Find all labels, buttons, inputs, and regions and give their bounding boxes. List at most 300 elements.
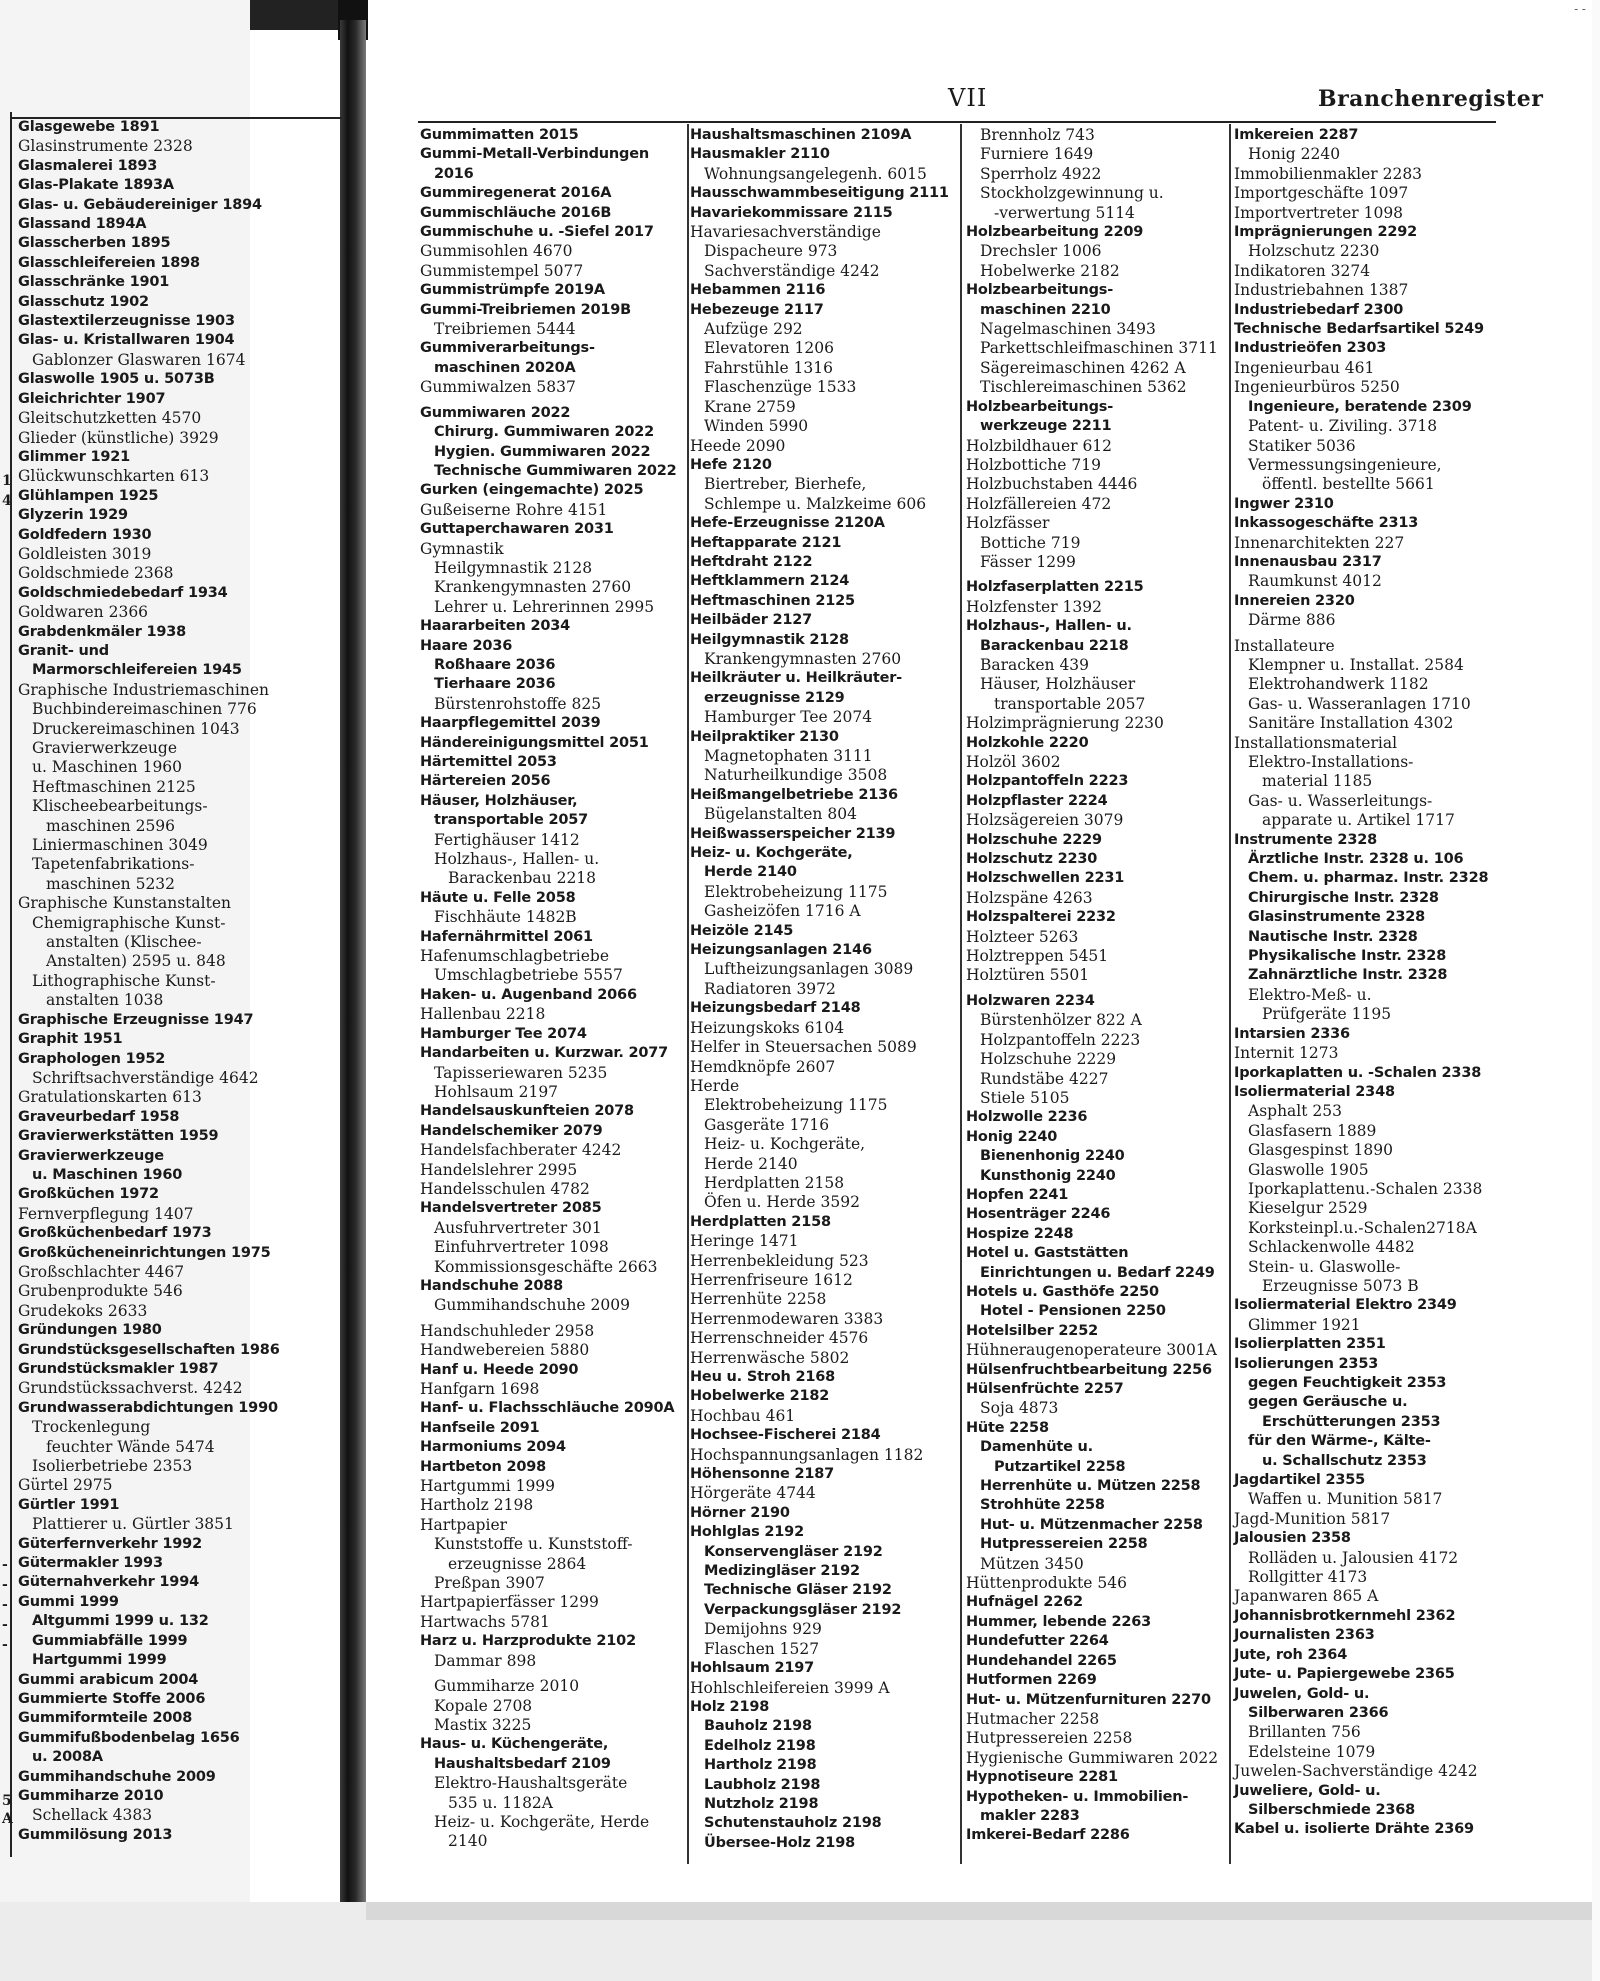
- index-heading: Hut- u. Mützenmacher 2258: [980, 1516, 1203, 1533]
- index-heading: Hamburger Tee 2074: [420, 1025, 587, 1042]
- index-heading: Holzbearbeitungs-: [966, 398, 1114, 415]
- margin-char: -: [2, 1597, 8, 1613]
- index-entry: transportable 2057: [994, 694, 1146, 713]
- index-heading: Gummiformteile 2008: [18, 1710, 193, 1727]
- index-heading: Hundehandel 2265: [966, 1652, 1117, 1669]
- index-heading: Glasmalerei 1893: [18, 157, 158, 174]
- index-heading: Altgummi 1999 u. 132: [32, 1613, 209, 1630]
- index-entry: Winden 5990: [704, 417, 809, 436]
- index-entry: öffentl. bestellte 5661: [1262, 475, 1435, 494]
- index-column-3: [966, 126, 1232, 1846]
- index-entry: Helfer in Steuersachen 5089: [690, 1038, 917, 1057]
- index-entry: Goldleisten 3019: [18, 544, 152, 563]
- index-heading: Damenhüte u.: [980, 1439, 1093, 1456]
- index-entry: Demijohns 929: [704, 1620, 822, 1639]
- index-column-4: [1234, 126, 1504, 1840]
- index-entry: Holztüren 5501: [966, 966, 1090, 985]
- index-heading: gegen Geräusche u.: [1248, 1394, 1408, 1411]
- index-entry: Elektrohandwerk 1182: [1248, 675, 1429, 694]
- index-heading: Haarpflegemittel 2039: [420, 715, 601, 732]
- index-heading: Härtereien 2056: [420, 773, 551, 790]
- index-entry: Öfen u. Herde 3592: [704, 1193, 860, 1212]
- index-heading: Großküchenbedarf 1973: [18, 1225, 212, 1242]
- index-heading: Haushaltsbedarf 2109: [434, 1755, 611, 1772]
- index-heading: Juwelen, Gold- u.: [1234, 1685, 1370, 1702]
- margin-char: -: [2, 1617, 8, 1633]
- index-entry: Därme 886: [1248, 611, 1336, 630]
- index-heading: Holzschutz 2230: [966, 851, 1098, 868]
- index-entry: Hemdknöpfe 2607: [690, 1057, 836, 1076]
- index-heading: Holzfaserplatten 2215: [966, 579, 1144, 596]
- index-entry: Grundstückssachverst. 4242: [18, 1379, 243, 1398]
- index-entry: Handelsschulen 4782: [420, 1179, 590, 1198]
- index-heading: Nautische Instr. 2328: [1248, 928, 1418, 945]
- index-heading: Konservengläser 2192: [704, 1543, 883, 1560]
- index-heading: Gründungen 1980: [18, 1322, 162, 1339]
- index-heading: makler 2283: [980, 1807, 1080, 1824]
- index-entry: Schlempe u. Malzkeime 606: [704, 494, 927, 513]
- index-heading: Handelschemiker 2079: [420, 1122, 603, 1139]
- index-heading: Grundstücksgesellschaften 1986: [18, 1341, 280, 1358]
- index-heading: Hochsee-Fischerei 2184: [690, 1427, 881, 1444]
- index-heading: Hefe-Erzeugnisse 2120A: [690, 515, 885, 532]
- index-entry: Gußeiserne Rohre 4151: [420, 500, 608, 519]
- index-heading: Hufnägel 2262: [966, 1594, 1083, 1611]
- index-heading: Holzbearbeitungs-: [966, 282, 1114, 299]
- index-entry: Elektro-Meß- u.: [1248, 985, 1372, 1004]
- index-entry: Holzfällereien 472: [966, 494, 1112, 513]
- index-entry: Waffen u. Munition 5817: [1248, 1490, 1443, 1509]
- index-entry: Tapetenfabrikations-: [32, 855, 195, 874]
- index-entry: Klempner u. Installat. 2584: [1248, 655, 1464, 674]
- index-heading: Handelsauskunfteien 2078: [420, 1103, 634, 1120]
- index-heading: Gummimatten 2015: [420, 127, 579, 143]
- index-entry: Graphische Industriemaschinen: [18, 680, 269, 699]
- header-rule: [418, 121, 1496, 123]
- index-entry: Soja 4873: [980, 1399, 1059, 1418]
- index-entry: Glasinstrumente 2328: [18, 137, 193, 156]
- index-entry: Herde 2140: [704, 1154, 798, 1173]
- index-heading: Holz 2198: [690, 1698, 770, 1715]
- index-entry: maschinen 5232: [46, 874, 176, 893]
- index-heading: Übersee-Holz 2198: [704, 1834, 855, 1851]
- index-entry: Handelslehrer 2995: [420, 1160, 578, 1179]
- index-entry: Handelsfachberater 4242: [420, 1141, 622, 1160]
- index-entry: Hüttenprodukte 546: [966, 1574, 1127, 1593]
- index-entry: Hartholz 2198: [420, 1496, 534, 1515]
- index-entry: Sägereimaschinen 4262 A: [980, 358, 1186, 377]
- index-entry: Installateure: [1234, 636, 1335, 655]
- scan-binding-top: [250, 0, 350, 30]
- margin-char: A: [2, 1811, 13, 1827]
- index-heading: Holzbearbeitung 2209: [966, 224, 1144, 241]
- index-heading: Iporkaplatten u. -Schalen 2338: [1234, 1064, 1482, 1081]
- index-entry: Hochspannungsanlagen 1182: [690, 1445, 924, 1464]
- index-heading: Chirurgische Instr. 2328: [1248, 889, 1439, 906]
- index-heading: Herrenhüte u. Mützen 2258: [980, 1478, 1201, 1495]
- index-heading: Heu u. Stroh 2168: [690, 1369, 836, 1385]
- index-heading: Holzpflaster 2224: [966, 792, 1108, 809]
- index-entry: Plattierer u. Gürtler 3851: [32, 1515, 234, 1534]
- index-heading: Hefe 2120: [690, 456, 772, 473]
- index-heading: Glas- u. Gebäudereiniger 1894: [18, 196, 262, 213]
- index-heading: Heftklammern 2124: [690, 573, 850, 590]
- index-entry: Hamburger Tee 2074: [704, 708, 873, 727]
- index-heading: Haus- u. Küchengeräte,: [420, 1736, 609, 1753]
- index-heading: Jute- u. Papiergewebe 2365: [1234, 1666, 1455, 1683]
- index-heading: Heizungsanlagen 2146: [690, 942, 872, 959]
- index-heading: Isoliermaterial Elektro 2349: [1234, 1297, 1457, 1314]
- index-entry: Heizungskoks 6104: [690, 1018, 845, 1037]
- index-entry: Grubenprodukte 546: [18, 1282, 183, 1301]
- index-entry: 2140: [448, 1832, 488, 1851]
- index-entry: Herrenschneider 4576: [690, 1329, 869, 1348]
- index-entry: Magnetophaten 3111: [704, 747, 873, 765]
- index-heading: Isoliermaterial 2348: [1234, 1083, 1395, 1100]
- index-heading: Schutenstauholz 2198: [704, 1815, 882, 1832]
- index-entry: Innenarchitekten 227: [1234, 533, 1405, 552]
- index-heading: Grundstücksmakler 1987: [18, 1361, 219, 1377]
- index-entry: Holzteer 5263: [966, 927, 1079, 946]
- index-entry: Ingenieurbüros 5250: [1234, 378, 1400, 397]
- index-entry: Mastix 3225: [434, 1715, 532, 1734]
- index-entry: Ingenieurbau 461: [1234, 358, 1375, 377]
- index-entry: Hutpressereien 2258: [966, 1729, 1133, 1748]
- index-entry: Luftheizungsanlagen 3089: [704, 960, 914, 979]
- index-heading: Holzwolle 2236: [966, 1109, 1088, 1126]
- index-entry: Gymnastik: [420, 539, 504, 558]
- index-heading: Glaswolle 1905 u. 5073B: [18, 371, 215, 388]
- index-heading: maschinen 2210: [980, 301, 1111, 318]
- index-entry: Herrenmodewaren 3383: [690, 1309, 884, 1328]
- index-entry: Hutmacher 2258: [966, 1709, 1100, 1728]
- index-entry: Bottiche 719: [980, 533, 1081, 552]
- index-entry: Chemigraphische Kunst-: [32, 913, 226, 932]
- index-entry: Krane 2759: [704, 397, 796, 416]
- index-heading: Verpackungsgläser 2192: [704, 1601, 902, 1618]
- index-heading: Juweliere, Gold- u.: [1234, 1782, 1381, 1799]
- index-heading: Technische Gläser 2192: [704, 1582, 892, 1599]
- index-entry: Stiele 5105: [980, 1088, 1070, 1107]
- index-entry: Holzöl 3602: [966, 753, 1061, 771]
- index-entry: Holzbottiche 719: [966, 455, 1101, 474]
- index-entry: Glaswolle 1905: [1248, 1160, 1369, 1179]
- index-entry: Installationsmaterial: [1234, 733, 1398, 752]
- index-entry: Trockenlegung: [32, 1418, 151, 1437]
- index-entry: Gummihandschuhe 2009: [434, 1296, 630, 1315]
- index-entry: Gablonzer Glaswaren 1674: [32, 350, 246, 369]
- index-entry: Barackenbau 2218: [448, 869, 597, 888]
- index-entry: Gas- u. Wasserleitungs-: [1248, 791, 1433, 810]
- index-entry: Rolläden u. Jalousien 4172: [1248, 1548, 1459, 1567]
- left-page-column: [18, 118, 340, 1845]
- index-heading: Haken- u. Augenband 2066: [420, 986, 637, 1003]
- index-entry: Grudekoks 2633: [18, 1301, 148, 1320]
- index-entry: Buchbindereimaschinen 776: [32, 700, 257, 719]
- index-heading: Gütermakler 1993: [18, 1555, 163, 1572]
- index-heading: Innenausbau 2317: [1234, 553, 1382, 570]
- index-entry: Baracken 439: [980, 655, 1090, 674]
- index-heading: Technische Gummiwaren 2022: [434, 462, 677, 479]
- index-heading: Heizöle 2145: [690, 922, 794, 939]
- index-heading: Großküchen 1972: [18, 1186, 159, 1203]
- margin-char: 4: [2, 493, 12, 509]
- index-heading: Johannisbrotkernmehl 2362: [1234, 1607, 1456, 1624]
- index-entry: Herrenbekleidung 523: [690, 1251, 869, 1270]
- index-heading: Häuser, Holzhäuser,: [420, 792, 578, 809]
- index-entry: Jagd-Munition 5817: [1234, 1509, 1391, 1528]
- index-entry: Indikatoren 3274: [1234, 261, 1371, 280]
- index-heading: Silberwaren 2366: [1248, 1704, 1389, 1721]
- index-entry: Hörgeräte 4744: [690, 1484, 816, 1503]
- index-entry: Herdplatten 2158: [704, 1173, 845, 1192]
- index-entry: Brillanten 756: [1248, 1723, 1361, 1742]
- index-heading: Glassand 1894A: [18, 216, 147, 233]
- index-entry: Gummisohlen 4670: [420, 242, 573, 261]
- index-entry: Glasgespinst 1890: [1248, 1141, 1394, 1160]
- index-entry: Tapisseriewaren 5235: [434, 1063, 608, 1082]
- index-heading: Heftmaschinen 2125: [690, 592, 855, 609]
- index-heading: Glasschutz 1902: [18, 293, 149, 310]
- index-heading: Hutpressereien 2258: [980, 1536, 1148, 1553]
- index-entry: Schriftsachverständige 4642: [32, 1068, 259, 1087]
- index-entry: Mützen 3450: [980, 1554, 1084, 1573]
- index-heading: Technische Bedarfsartikel 5249: [1234, 321, 1484, 338]
- index-heading: Hartbeton 2098: [420, 1458, 547, 1475]
- index-entry: Importgeschäfte 1097: [1234, 184, 1409, 203]
- index-entry: Herrenwäsche 5802: [690, 1348, 850, 1367]
- column-divider: [687, 124, 689, 1864]
- index-heading: Chem. u. pharmaz. Instr. 2328: [1248, 870, 1489, 887]
- index-heading: Gummiabfälle 1999: [32, 1632, 188, 1649]
- index-entry: Fahrstühle 1316: [704, 358, 833, 377]
- index-entry: Bügelanstalten 804: [704, 805, 857, 824]
- index-entry: Flaschen 1527: [704, 1639, 820, 1658]
- index-entry: Havariesachverständige: [690, 223, 881, 242]
- index-heading: Herde 2140: [704, 864, 797, 881]
- index-entry: Liniermaschinen 3049: [32, 836, 208, 855]
- index-entry: Asphalt 253: [1248, 1102, 1342, 1121]
- index-entry: Isolierbetriebe 2353: [32, 1457, 193, 1476]
- index-entry: Umschlagbetriebe 5557: [434, 966, 623, 985]
- index-heading: Gummi-Metall-Verbindungen: [420, 146, 649, 163]
- index-heading: Glasscherben 1895: [18, 235, 171, 252]
- index-entry: Heiz- u. Kochgeräte,: [704, 1135, 866, 1154]
- index-entry: Naturheilkundige 3508: [704, 766, 888, 785]
- index-heading: Gummierte Stoffe 2006: [18, 1690, 206, 1707]
- index-entry: Lehrer u. Lehrerinnen 2995: [434, 597, 655, 616]
- index-entry: Gleitschutzketten 4570: [18, 409, 202, 428]
- index-heading: Hanf u. Heede 2090: [420, 1361, 579, 1378]
- index-heading: Heftdraht 2122: [690, 553, 813, 570]
- index-heading: Inkassogeschäfte 2313: [1234, 515, 1419, 532]
- index-entry: Schellack 4383: [32, 1806, 153, 1825]
- index-entry: Radiatoren 3972: [704, 979, 836, 998]
- index-heading: 2016: [434, 165, 474, 182]
- index-heading: Heilpraktiker 2130: [690, 728, 839, 745]
- index-heading: Gravierwerkstätten 1959: [18, 1128, 219, 1145]
- index-heading: Jagdartikel 2355: [1234, 1472, 1366, 1489]
- index-heading: Heißwasserspeicher 2139: [690, 825, 896, 842]
- index-heading: Glimmer 1921: [18, 448, 131, 465]
- index-heading: Jute, roh 2364: [1234, 1646, 1348, 1663]
- index-heading: Hygien. Gummiwaren 2022: [434, 443, 651, 460]
- index-entry: Stockholzgewinnung u.: [980, 184, 1164, 203]
- index-entry: Elektrobeheizung 1175: [704, 882, 888, 901]
- index-heading: Heizungsbedarf 2148: [690, 1000, 861, 1017]
- index-heading: Glasinstrumente 2328: [1248, 909, 1426, 926]
- index-entry: Druckereimaschinen 1043: [32, 719, 240, 738]
- index-entry: material 1185: [1262, 772, 1373, 791]
- index-entry: apparate u. Artikel 1717: [1262, 811, 1455, 830]
- index-heading: Glas-Plakate 1893A: [18, 177, 174, 194]
- index-entry: Heiz- u. Kochgeräte, Herde: [434, 1812, 650, 1831]
- index-heading: Herdplatten 2158: [690, 1213, 831, 1230]
- index-heading: Gummilösung 2013: [18, 1826, 173, 1843]
- index-heading: Hotel - Pensionen 2250: [980, 1303, 1166, 1320]
- index-heading: Ingenieure, beratende 2309: [1248, 398, 1472, 415]
- index-entry: erzeugnisse 2864: [448, 1554, 587, 1573]
- index-heading: gegen Feuchtigkeit 2353: [1248, 1375, 1447, 1391]
- index-heading: u. 2008A: [32, 1749, 103, 1766]
- index-entry: Hartgummi 1999: [420, 1477, 556, 1496]
- index-heading: Marmorschleifereien 1945: [32, 662, 242, 679]
- index-heading: Glasgewebe 1891: [18, 119, 160, 135]
- index-heading: Medizingläser 2192: [704, 1563, 860, 1580]
- index-entry: u. Maschinen 1960: [32, 758, 183, 777]
- index-entry: Holzfässer: [966, 514, 1050, 533]
- index-entry: Hallenbau 2218: [420, 1005, 546, 1024]
- index-heading: Hülsenfrüchte 2257: [966, 1381, 1124, 1397]
- index-heading: Gummi-Treibriemen 2019B: [420, 301, 632, 318]
- index-heading: Putzartikel 2258: [994, 1458, 1126, 1475]
- index-entry: Juwelen-Sachverständige 4242: [1234, 1762, 1478, 1781]
- index-heading: Glastextilerzeugnisse 1903: [18, 313, 235, 330]
- index-heading: Erschütterungen 2353: [1262, 1413, 1441, 1430]
- index-entry: Erzeugnisse 5073 B: [1262, 1276, 1419, 1295]
- index-entry: Fischhäute 1482B: [434, 908, 577, 927]
- column-divider: [1229, 124, 1231, 1864]
- index-heading: Gummifußbodenbelag 1656: [18, 1729, 240, 1746]
- index-entry: Gummistempel 5077: [420, 261, 584, 280]
- index-heading: Graphische Erzeugnisse 1947: [18, 1011, 254, 1028]
- index-heading: Hartholz 2198: [704, 1757, 817, 1774]
- index-heading: Industrieöfen 2303: [1234, 340, 1387, 357]
- index-heading: Handelsvertreter 2085: [420, 1200, 602, 1217]
- index-heading: Bauholz 2198: [704, 1718, 812, 1735]
- index-heading: Händereinigungsmittel 2051: [420, 734, 649, 751]
- index-entry: Hohlsaum 2197: [434, 1082, 559, 1101]
- index-entry: Kopale 2708: [434, 1696, 533, 1715]
- index-entry: Gravierwerkzeuge: [32, 739, 177, 757]
- index-entry: Holzsägereien 3079: [966, 811, 1124, 830]
- index-entry: Großschlachter 4467: [18, 1262, 185, 1281]
- index-entry: Aufzüge 292: [704, 320, 803, 339]
- index-entry: Klischeebearbeitungs-: [32, 797, 208, 816]
- index-entry: Elevatoren 1206: [704, 339, 834, 358]
- index-entry: Heringe 1471: [690, 1232, 799, 1251]
- page-number: VII: [948, 84, 988, 112]
- index-heading: Hypnotiseure 2281: [966, 1769, 1118, 1786]
- index-entry: Holzhaus-, Hallen- u.: [434, 850, 600, 869]
- index-entry: Ausfuhrvertreter 301: [434, 1218, 602, 1237]
- index-entry: Kommissionsgeschäfte 2663: [434, 1257, 658, 1276]
- index-entry: Krankengymnasten 2760: [704, 649, 902, 668]
- index-heading: Hotel u. Gaststätten: [966, 1245, 1129, 1262]
- index-heading: Grabdenkmäler 1938: [18, 623, 187, 640]
- scan-bottom-shadow: [366, 1902, 1600, 1920]
- index-heading: Hörner 2190: [690, 1504, 790, 1521]
- index-heading: erzeugnisse 2129: [704, 689, 845, 706]
- index-heading: Hotels u. Gasthöfe 2250: [966, 1283, 1159, 1300]
- index-entry: Gummiharze 2010: [434, 1677, 580, 1696]
- index-heading: Zahnärztliche Instr. 2328: [1248, 967, 1448, 984]
- index-heading: Holzschwellen 2231: [966, 870, 1125, 887]
- index-entry: Schlackenwolle 4482: [1248, 1238, 1415, 1257]
- index-entry: Holzpantoffeln 2223: [980, 1030, 1141, 1049]
- index-heading: Bienenhonig 2240: [980, 1148, 1125, 1165]
- index-entry: Immobilienmakler 2283: [1234, 164, 1423, 183]
- index-entry: Einfuhrvertreter 1098: [434, 1238, 609, 1257]
- index-entry: Brennholz 743: [980, 126, 1095, 144]
- index-entry: Kunststoffe u. Kunststoff-: [434, 1535, 633, 1554]
- index-entry: Hobelwerke 2182: [980, 261, 1120, 280]
- index-entry: Glückwunschkarten 613: [18, 467, 210, 486]
- index-entry: Prüfgeräte 1195: [1262, 1005, 1392, 1024]
- index-entry: Lithographische Kunst-: [32, 971, 216, 990]
- index-heading: Hülsenfruchtbearbeitung 2256: [966, 1361, 1212, 1378]
- index-entry: Parkettschleifmaschinen 3711: [980, 339, 1218, 358]
- index-heading: Einrichtungen u. Bedarf 2249: [980, 1264, 1215, 1281]
- index-entry: Importvertreter 1098: [1234, 203, 1404, 222]
- index-heading: Gürtler 1991: [18, 1496, 120, 1513]
- index-heading: Edelholz 2198: [704, 1737, 816, 1754]
- index-heading: Hanfseile 2091: [420, 1419, 540, 1436]
- index-heading: Hosenträger 2246: [966, 1206, 1111, 1223]
- index-entry: Fernverpflegung 1407: [18, 1204, 194, 1223]
- index-entry: Hohlschleifereien 3999 A: [690, 1678, 890, 1697]
- index-heading: Haararbeiten 2034: [420, 618, 571, 635]
- index-entry: Hartpapierfässer 1299: [420, 1593, 599, 1612]
- index-heading: Journalisten 2363: [1234, 1627, 1375, 1644]
- margin-char: 1: [2, 473, 12, 489]
- index-heading: Handschuhe 2088: [420, 1277, 564, 1294]
- index-heading: Hutformen 2269: [966, 1672, 1097, 1689]
- index-heading: werkzeuge 2211: [980, 418, 1112, 435]
- index-entry: Gas- u. Wasseranlagen 1710: [1248, 694, 1471, 713]
- index-entry: feuchter Wände 5474: [46, 1437, 215, 1456]
- index-entry: Sperrholz 4922: [980, 164, 1102, 183]
- index-heading: Isolierplatten 2351: [1234, 1336, 1386, 1353]
- margin-char: -: [2, 1557, 8, 1573]
- index-column-2: [690, 126, 952, 1853]
- index-entry: anstalten (Klischee-: [46, 933, 202, 952]
- index-heading: Grundwasserabdichtungen 1990: [18, 1399, 278, 1416]
- index-heading: Glyzerin 1929: [18, 507, 128, 524]
- index-entry: Handwebereien 5880: [420, 1341, 590, 1360]
- index-heading: Gummiharze 2010: [18, 1787, 164, 1804]
- index-entry: Treibriemen 5444: [434, 320, 576, 339]
- index-entry: Goldschmiede 2368: [18, 564, 174, 583]
- index-heading: Handarbeiten u. Kurzwar. 2077: [420, 1045, 669, 1062]
- index-heading: Hohlglas 2192: [690, 1524, 804, 1541]
- index-entry: Preßpan 3907: [434, 1574, 545, 1593]
- index-entry: Japanwaren 865 A: [1234, 1587, 1379, 1606]
- index-column-1: [420, 126, 680, 1852]
- index-entry: Holzschutz 2230: [1248, 242, 1380, 261]
- index-heading: Gummiregenerat 2016A: [420, 185, 612, 202]
- index-entry: Gasgeräte 1716: [704, 1115, 830, 1134]
